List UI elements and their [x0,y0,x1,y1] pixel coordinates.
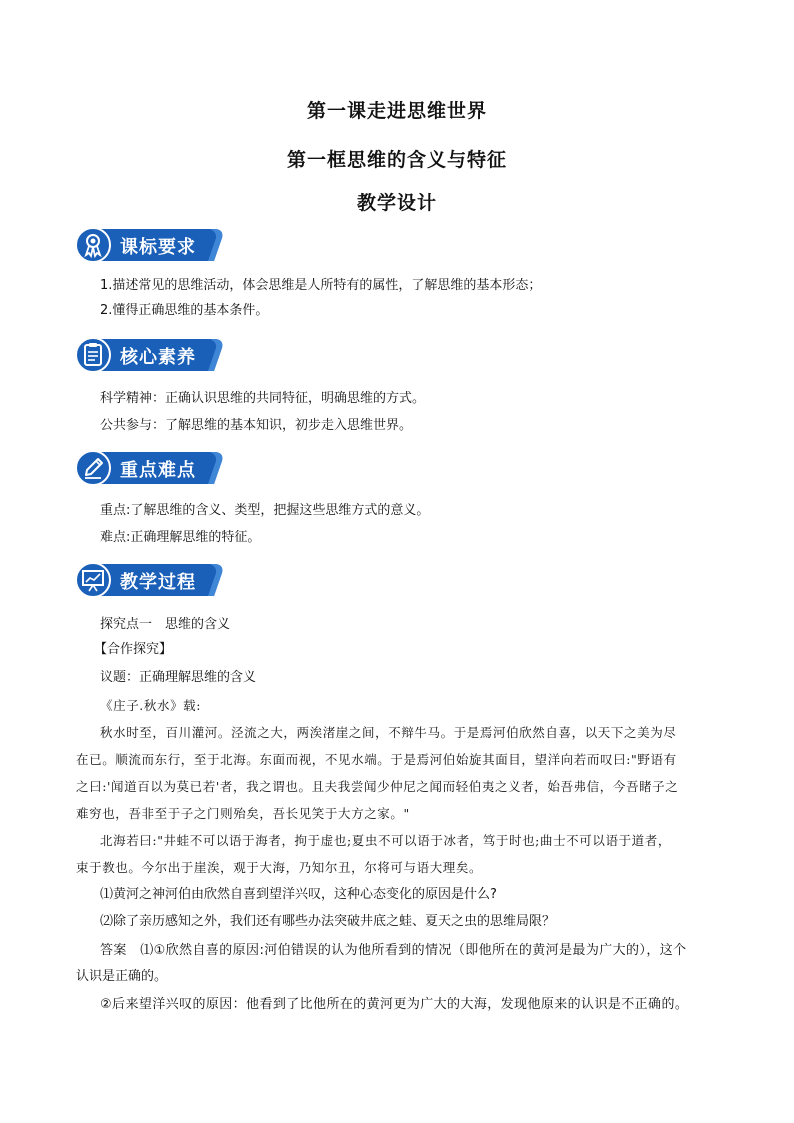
process-banner [74,561,226,599]
answer-line: 答案 ⑴①欣然自喜的原因:河伯错误的认为他所看到的情况（即他所在的黄河是最为广大的），这个 [100,943,687,958]
key-points-heading: 重点难点 [120,460,196,481]
source-citation: 《庄子.秋水》载: [100,698,202,713]
key-points-item: 难点:正确理解思维的特征。 [100,530,261,545]
literacy-heading: 核心素养 [120,347,196,368]
award-ribbon-icon [74,226,112,264]
passage-line: 北海若曰:"井蛙不可以语于海者，拘于虚也;夏虫不可以语于冰者，笃于时也;曲士不可以语于道者， [100,833,671,848]
curriculum-item: 2.懂得正确思维的基本条件。 [100,303,269,318]
pencil-edit-icon [74,449,112,487]
passage-line: 难穷也，吾非至于子之门则殆矣，吾长见笑于大方之家。" [76,806,410,821]
process-heading: 教学过程 [120,572,196,593]
curriculum-item: 1.描述常见的思维活动，体会思维是人所特有的属性，了解思维的基本形态； [100,278,542,293]
curriculum-heading: 课标要求 [120,237,196,258]
lesson-title: 第一课走进思维世界 [306,100,487,122]
inquiry-point: 探究点一 思维的含义 [100,617,231,632]
cooperative-inquiry: 【合作探究】 [94,642,173,657]
answer-line: ②后来望洋兴叹的原因：他看到了比他所在的黄河更为广大的大海，发现他原来的认识是不正确的。 [100,997,689,1012]
presentation-chart-icon [74,561,112,599]
clipboard-list-icon [74,336,112,374]
literacy-item: 公共参与：了解思维的基本知识，初步走入思维世界。 [100,418,413,433]
literacy-item: 科学精神：正确认识思维的共同特征，明确思维的方式。 [100,391,426,406]
section-title: 第一框思维的含义与特征 [286,149,507,171]
passage-line: 束于教也。今尔出于崖涘，观于大海，乃知尔丑，尔将可与语大理矣。 [76,860,483,875]
passage-line: 在已。顺流而东行，至于北海。东面而视，不见水端。于是焉河伯始旋其面目，望洋向若而叹曰:"野语有 [76,752,677,767]
key-points-item: 重点:了解思维的含义、类型，把握这些思维方式的意义。 [100,503,430,518]
design-title: 教学设计 [356,192,437,214]
literacy-banner [74,336,226,374]
question-item: ⑵除了亲历感知之外，我们还有哪些办法突破井底之蛙、夏天之虫的思维局限？ [100,914,556,929]
answer-line: 认识是正确的。 [76,969,168,984]
question-item: ⑴黄河之神河伯由欣然自喜到望洋兴叹，这种心态变化的原因是什么? [100,887,497,902]
passage-line: 之曰:'闻道百以为莫已若'者，我之谓也。且夫我尝闻少仲尼之闻而轻伯夷之义者，始吾弗信，今吾睹子之 [76,779,679,794]
discussion-topic: 议题：正确理解思维的含义 [100,670,257,685]
curriculum-banner [74,226,226,264]
passage-line: 秋水时至，百川灌河。泾流之大，两涘渚崖之间，不辩牛马。于是焉河伯欣然自喜，以天下之美为尽 [100,725,677,740]
key-points-banner [74,449,226,487]
